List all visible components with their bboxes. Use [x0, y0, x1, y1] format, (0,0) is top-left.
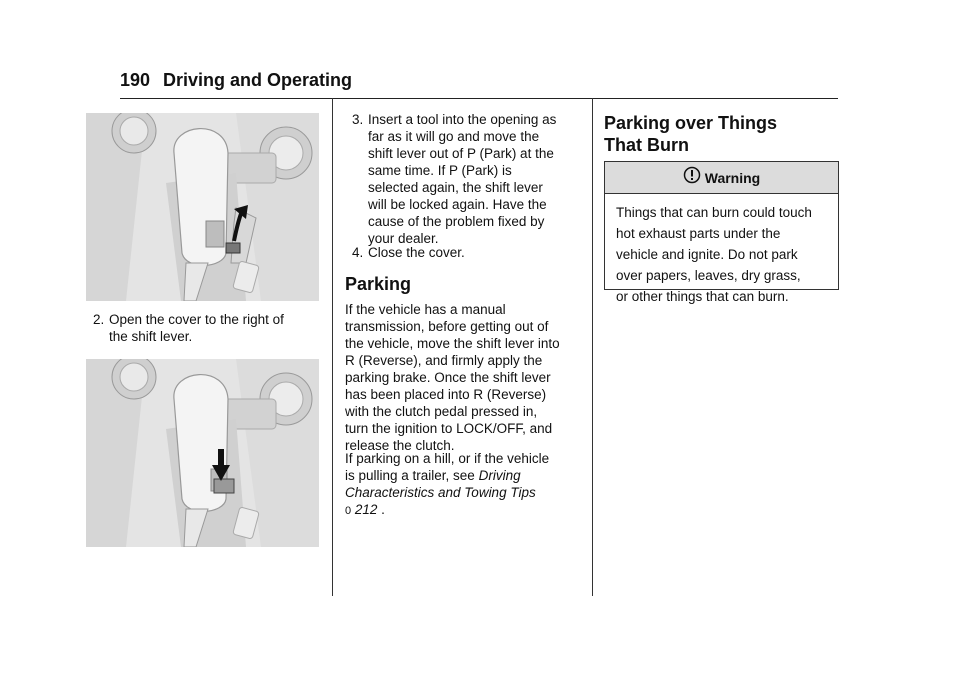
warning-box	[604, 161, 839, 304]
page-header	[120, 70, 838, 100]
page-number: 190	[120, 70, 151, 90]
warning-line: hot exhaust parts under the	[616, 226, 781, 241]
warning-body	[605, 194, 838, 307]
shift-lever-figure-open-cover	[86, 113, 319, 301]
step-number: 2.	[93, 312, 105, 327]
warning-line: or other things that can burn.	[616, 289, 789, 304]
step-text-line: the shift lever.	[109, 329, 193, 344]
section-title: Driving and Operating	[163, 70, 353, 90]
heading-line: Parking over Things	[604, 113, 778, 133]
paragraph-line: turn the ignition to LOCK/OFF, and	[345, 421, 553, 436]
heading-line: That Burn	[604, 135, 689, 155]
step-text: Close the cover.	[368, 245, 465, 260]
parking-paragraph	[345, 301, 585, 454]
paragraph-line: transmission, before getting out of	[345, 319, 549, 334]
warning-title: Warning	[704, 169, 761, 186]
warning-line: over papers, leaves, dry grass,	[616, 268, 801, 283]
step-text-line: same time. If P (Park) is	[368, 163, 512, 178]
step-number: 3.	[352, 112, 364, 127]
column-divider-2	[592, 98, 593, 596]
warning-line: Things that can burn could touch	[616, 205, 812, 220]
paragraph-line: release the clutch.	[345, 438, 455, 453]
cross-reference-link[interactable]: Characteristics and Towing Tips	[345, 485, 536, 500]
page-ref-number: 212	[354, 502, 378, 517]
step-4	[352, 244, 584, 262]
step-number: 4.	[352, 245, 364, 260]
step-text-line: will be locked again. Have the	[368, 197, 547, 212]
fire-hazard-heading	[604, 112, 838, 156]
step-text-line: cause of the problem fixed by	[368, 214, 545, 229]
shift-lever-figure-press-down	[86, 359, 319, 547]
shift-lever-illustration	[86, 113, 319, 301]
step-text-line: shift lever out of P (Park) at the	[368, 146, 554, 161]
paragraph-line: If parking on a hill, or if the vehicle	[345, 451, 550, 466]
paragraph-line: has been placed into R (Reverse)	[345, 387, 547, 402]
step-text-line: Insert a tool into the opening as	[368, 112, 557, 127]
warning-icon	[683, 166, 701, 189]
parking-heading: Parking	[345, 274, 412, 294]
warning-line: vehicle and ignite. Do not park	[616, 247, 798, 262]
step-text-line: Open the cover to the right of	[109, 312, 284, 327]
paragraph-line: R (Reverse), and firmly apply the	[345, 353, 543, 368]
paragraph-line: parking brake. Once the shift lever	[345, 370, 551, 385]
shift-lever-illustration	[86, 359, 319, 547]
step-text-line: far as it will go and move the	[368, 129, 540, 144]
step-3	[352, 111, 584, 251]
step-text	[368, 111, 584, 247]
step-2	[93, 311, 323, 347]
column-divider-1	[332, 98, 333, 596]
cross-reference-link[interactable]: Driving	[478, 468, 521, 483]
step-text-line: selected again, the shift lever	[368, 180, 543, 195]
header-rule	[120, 98, 838, 99]
paragraph-text: is pulling a trailer, see	[345, 468, 479, 483]
paragraph-line: If the vehicle has a manual	[345, 302, 506, 317]
step-text-line: your dealer.	[368, 231, 439, 246]
paragraph-line: the vehicle, move the shift lever into	[345, 336, 560, 351]
paragraph-line: with the clutch pedal pressed in,	[345, 404, 538, 419]
hill-paragraph	[345, 450, 585, 520]
step-text	[109, 311, 323, 345]
paragraph-line	[345, 467, 585, 484]
page-reference[interactable]	[345, 501, 585, 520]
page-ref-symbol: 0	[345, 505, 352, 517]
page-ref-suffix: .	[377, 502, 385, 517]
warning-header	[605, 162, 838, 194]
